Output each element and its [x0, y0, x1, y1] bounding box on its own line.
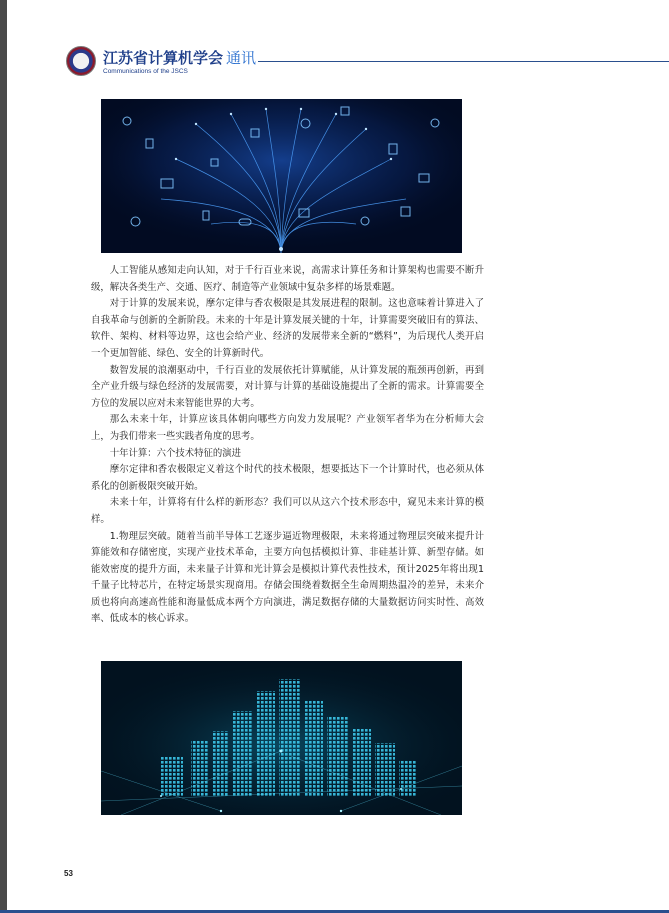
- paragraph: 摩尔定律和香农极限定义着这个时代的技术极限，想要抵达下一个计算时代，也必须从体系化的创新极限突破开始。: [91, 464, 484, 492]
- paragraph: 人工智能从感知走向认知，对于千行百业来说，高需求计算任务和计算架构也需要不断升级，解决各类生产、交通、医疗、制造等产业领域中复杂多样的场景难题。: [91, 265, 484, 293]
- paragraph: 1.物理层突破。随着当前半导体工艺逐步逼近物理极限，未来将通过物理层突破来提升计算能效和存储密度，实现产业技术革命，主要方向包括模拟计算、非硅基计算、新型存储。如能效密度的提升方面，未来量子计算和光计算会是模拟计算代表性技术，预计2025年将出现1千量子比特芯片，在特定场景实现商用。存储会围绕着数据全生命周期热温冷的差异，未来介质也将向高速高性能和海量低成本两个方向演进，满足数据存储的大量数据访问实时性、高效率、低成本的核心诉求。: [91, 530, 484, 625]
- page-number: 53: [64, 869, 73, 878]
- network-tree-image: [101, 99, 462, 253]
- header-divider: [258, 61, 669, 62]
- paragraph: 对于计算的发展来说，摩尔定律与香农极限是其发展进程的限制。这也意味着计算进入了自我革命与创新的全新阶段。未来的十年是计算发展关键的十年，计算需要突破旧有的算法、软件、架构、材料等边界，这也会给产业、经济的发展带来全新的“燃料”，为后现代人类开启一个更加智能、绿色、安全的计算新时代。: [91, 298, 484, 359]
- journal-title-text: 江苏省计算机学会: [103, 49, 224, 67]
- journal-title-suffix: 通讯: [226, 49, 257, 67]
- digital-city-image: [101, 661, 462, 815]
- jscs-emblem-icon: [66, 46, 96, 76]
- journal-subtitle: Communications of the JSCS: [103, 68, 188, 75]
- paragraph: 那么未来十年，计算应该具体朝向哪些方向发力发展呢？产业领军者华为在分析师大会上，为我们带来一些实践者角度的思考。: [91, 414, 484, 442]
- paragraph: 数智发展的浪潮驱动中，千行百业的发展依托计算赋能，从计算发展的瓶颈再创新，再到全产业升级与绿色经济的发展需要，对计算与计算的基础设施提出了全新的需求。计算需要全方位的发展以应对未来智能世界的大考。: [91, 364, 484, 409]
- paragraph: 未来十年，计算将有什么样的新形态？我们可以从这六个技术形态中，窥见未来计算的模样。: [91, 497, 484, 525]
- journal-title: [103, 47, 256, 68]
- section-heading: 十年计算：六个技术特征的演进: [109, 447, 242, 459]
- page-edge-bar: [0, 0, 7, 913]
- article-body: [91, 263, 484, 628]
